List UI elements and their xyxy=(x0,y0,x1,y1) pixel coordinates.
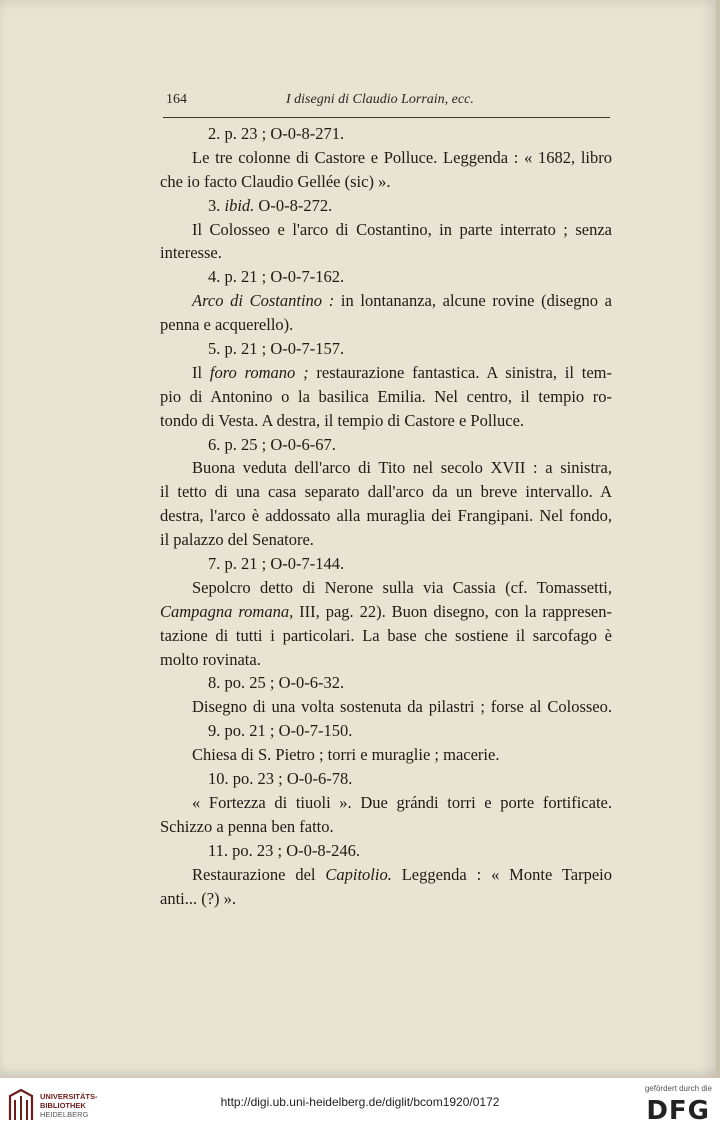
line-text: Il Colosseo e l'arco di Costantino, in parte interrato ; senza xyxy=(192,219,612,239)
line-text: 3. xyxy=(208,195,225,215)
running-header xyxy=(166,92,610,112)
line-text: Il xyxy=(192,362,210,382)
line-text: 9. po. 21 ; O-0-7-150. xyxy=(208,721,353,741)
catalog-entry-line xyxy=(160,122,612,146)
line-text: anti... (?) ». xyxy=(160,888,237,908)
line-text: Chiesa di S. Pietro ; torri e muraglie ; macerie. xyxy=(192,745,500,765)
text-line xyxy=(160,313,612,337)
line-text: 2. p. 23 ; O-0-8-271. xyxy=(208,124,345,143)
line-text: 6. p. 25 ; O-0-6-67. xyxy=(208,434,336,454)
text-line xyxy=(160,528,612,552)
text-line xyxy=(160,289,612,313)
catalog-entry-line xyxy=(160,767,612,791)
line-text: il tetto di una casa separato dall'arco da un breve intervallo. A xyxy=(160,482,612,502)
line-text: 11. po. 23 ; O-0-8-246. xyxy=(208,840,360,860)
catalog-entry-line xyxy=(160,265,612,289)
text-line xyxy=(160,648,612,672)
catalog-entry-line xyxy=(160,671,612,695)
line-text: Disegno di una volta sostenuta da pilastri ; forse al Colosseo. xyxy=(192,697,612,717)
dfg-logo: DFG xyxy=(646,1096,710,1126)
text-line xyxy=(160,146,612,170)
line-text: Buona veduta dell'arco di Tito nel secolo XVII : a sinistra, xyxy=(192,458,612,478)
body-text xyxy=(160,122,612,910)
library-name-line3: HEIDELBERG xyxy=(40,1110,89,1119)
line-text: Schizzo a penna ben fatto. xyxy=(160,816,334,836)
line-text: restaurazione fantastica. A sinistra, il tem- xyxy=(308,362,612,382)
text-line xyxy=(160,695,612,719)
line-text: 10. po. 23 ; O-0-6-78. xyxy=(208,769,353,789)
italic-text: foro romano ; xyxy=(209,362,309,382)
text-line xyxy=(160,791,612,815)
italic-text: Campagna romana, xyxy=(160,601,294,621)
catalog-entry-line xyxy=(160,433,612,457)
permalink-url[interactable]: http://digi.ub.uni-heidelberg.de/diglit/bcom1920/0172 xyxy=(220,1095,500,1109)
line-text: « Fortezza di tiuoli ». Due grándi torri e porte fortificate. xyxy=(192,792,612,812)
line-text: molto rovinata. xyxy=(160,649,261,669)
library-name-line1: UNIVERSITÄTS- xyxy=(40,1092,98,1101)
text-line xyxy=(160,576,612,600)
text-line xyxy=(160,480,612,504)
catalog-entry-line xyxy=(160,337,612,361)
text-line xyxy=(160,743,612,767)
line-text: che io facto Claudio Gellée (sic) ». xyxy=(160,171,391,191)
line-text: Restaurazione del xyxy=(192,864,326,884)
footer-bar xyxy=(0,1078,720,1132)
funder-note: gefördert durch die xyxy=(644,1084,712,1093)
line-text: tazione di tutti i particolari. La base che sostiene il sarcofago è xyxy=(160,625,612,645)
italic-text: ibid. xyxy=(224,195,255,215)
header-rule xyxy=(163,117,610,118)
page-number: 164 xyxy=(166,92,187,107)
text-line xyxy=(160,385,612,409)
text-line xyxy=(160,863,612,887)
line-text: Leggenda : « Monte Tarpeio xyxy=(391,864,612,884)
text-line xyxy=(160,409,612,433)
line-text: in lontananza, alcune rovine (disegno a xyxy=(334,291,612,311)
text-line xyxy=(160,815,612,839)
catalog-entry-line xyxy=(160,552,612,576)
line-text: 7. p. 21 ; O-0-7-144. xyxy=(208,554,345,574)
text-line xyxy=(160,361,612,385)
catalog-entry-line xyxy=(160,719,612,743)
catalog-entry-line xyxy=(160,839,612,863)
line-text: il palazzo del Senatore. xyxy=(160,530,314,550)
text-line xyxy=(160,624,612,648)
line-text: 8. po. 25 ; O-0-6-32. xyxy=(208,673,345,693)
text-line xyxy=(160,170,612,194)
text-line xyxy=(160,600,612,624)
italic-text: Arco di Costantino : xyxy=(192,291,335,311)
line-text: O-0-8-272. xyxy=(254,195,333,215)
text-line xyxy=(160,456,612,480)
text-line xyxy=(160,887,612,911)
italic-text: Capitolio. xyxy=(325,864,392,884)
line-text: 4. p. 21 ; O-0-7-162. xyxy=(208,267,345,287)
line-text: destra, l'arco è addossato alla muraglia dei Frangipani. Nel fondo, xyxy=(160,506,612,526)
line-text: III, pag. 22). Buon disegno, con la rappresen- xyxy=(293,601,612,621)
text-line xyxy=(160,504,612,528)
text-line xyxy=(160,218,612,242)
catalog-entry-line xyxy=(160,194,612,218)
line-text: 5. p. 21 ; O-0-7-157. xyxy=(208,339,345,359)
line-text: penna e acquerello). xyxy=(160,315,294,335)
line-text: pio di Antonino o la basilica Emilia. Nel centro, il tempio ro- xyxy=(160,386,612,406)
library-name-line2: BIBLIOTHEK xyxy=(40,1101,86,1110)
line-text: interesse. xyxy=(160,243,222,263)
text-line xyxy=(160,241,612,265)
running-title: I disegni di Claudio Lorrain, ecc. xyxy=(286,92,474,107)
page-edge xyxy=(716,0,720,1078)
line-text: Le tre colonne di Castore e Polluce. Leggenda : « 1682, libro xyxy=(192,147,612,167)
line-text: Sepolcro detto di Nerone sulla via Cassia (cf. Tomassetti, xyxy=(192,577,612,597)
line-text: tondo di Vesta. A destra, il tempio di Castore e Polluce. xyxy=(160,410,525,430)
